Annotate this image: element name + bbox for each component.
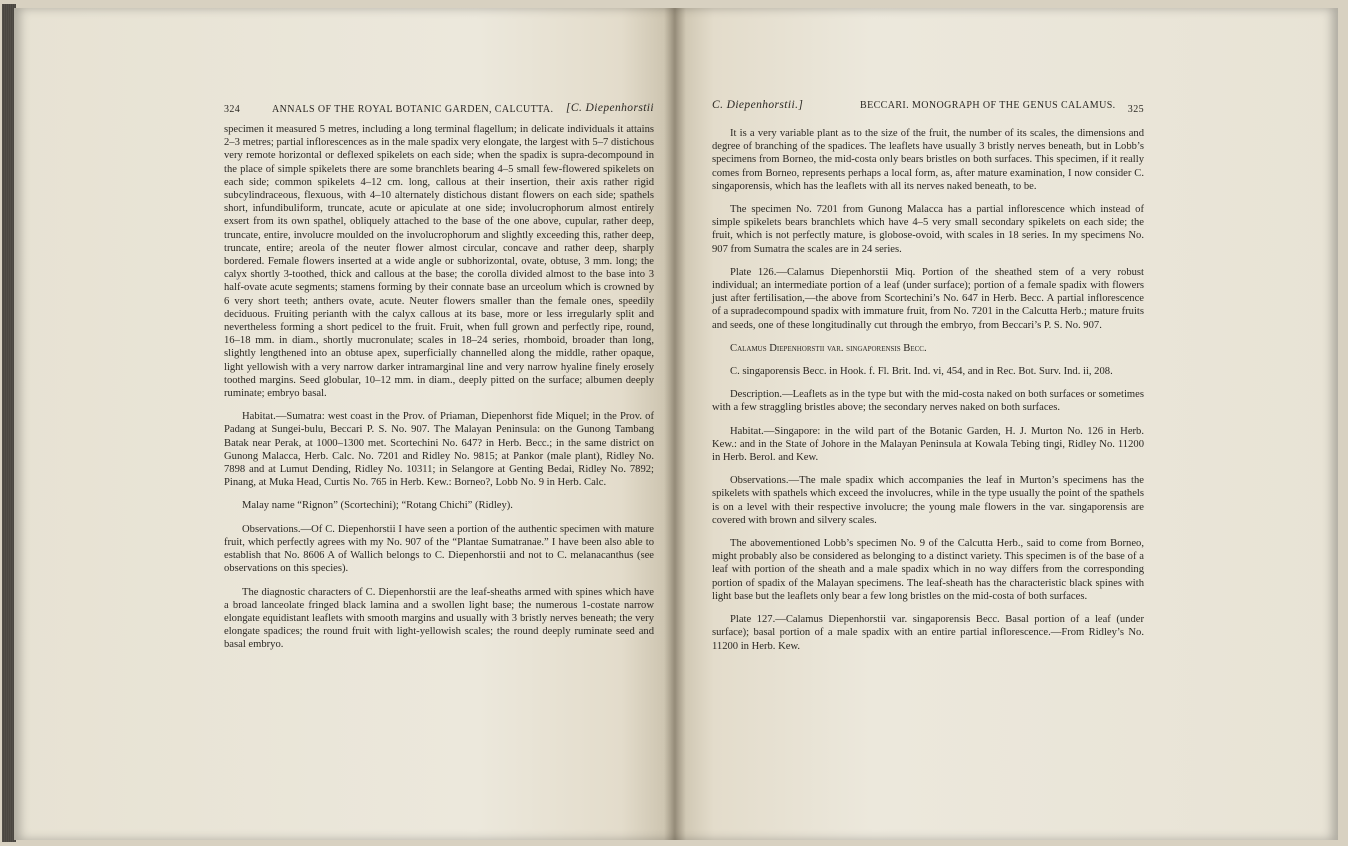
right-paragraph-1: It is a very variable plant as to the size of the fruit, the number of its scales, the dimensions and degree of branching of the spadices. The leaflets have usually 3 bristly nerves beneath, but in Lobb’s specimens from Borneo, the mid-costa only bears bristles on both surfaces. This specimen, if it really comes from Borneo, represents perhaps a local form, as, after mature examination, I now consider C. singaporensis, which has the leaflets with all its nerves naked beneath, to be.: [712, 128, 1144, 192]
left-running-title: ANNALS OF THE ROYAL BOTANIC GARDEN, CALCUTTA.: [272, 104, 554, 115]
right-text-column: [712, 127, 1144, 653]
left-paragraph-4: Observations.—Of C. Diepenhorstii I have seen a portion of the authentic specimen with mature fruit, which perfectly agrees with my No. 907 of the “Plantae Sumatranae.” I have been also able to establish that No. 8606 A of Wallich belongs to C. Diepenhorstii and not to C. melanacanthus (see observations on this species).: [224, 523, 654, 575]
right-running-species: C. Diepenhorstii.]: [712, 99, 804, 111]
left-paragraph-3: Malay name “Rignon” (Scortechini); “Rotang Chichi” (Ridley).: [242, 500, 513, 512]
right-paragraph-2: The specimen No. 7201 from Gunong Malacca has a partial inflorescence which instead of simple spikelets bears branchlets which have 4–5 very small secondary spikelets on each side; the fruit, which is not perfectly mature, is globose-ovoid, with scales in 18 series. In my specimens No. 907 from Sumatra the scales are in 24 series.: [712, 204, 1144, 255]
right-section-heading: Calamus Diepenhorstii var. singaporensis Becc.: [730, 342, 927, 354]
left-running-species: [C. Diepenhorstii: [566, 102, 654, 114]
left-paragraph-2: Habitat.—Sumatra: west coast in the Prov. of Priaman, Diepenhorst fide Miquel; in the Prov. of Padang at Sungei-bulu, Beccari P. S. No. 907. The Malayan Peninsula: on the Gunong Tambang Batak near Perak, at 1000–1300 met. Scortechini No. 647? in Herb. Becc.; in the same district on Gunong Malacca, Herb. Calc. No. 7201 and Ridley No. 9815; at Pankor (male plant), Ridley No. 7898 and at Lumut Dending, Ridley No. 10311; in Selangore at Genting Bedai, Ridley No. 7892; Pinang, at Muka Head, Curtis No. 765 in Herb. Kew.: Borneo?, Lobb No. 9 in Herb. Calc.: [224, 411, 654, 489]
right-running-title: BECCARI. MONOGRAPH OF THE GENUS CALAMUS.: [860, 100, 1116, 111]
right-paragraph-9: The abovementioned Lobb’s specimen No. 9 of the Calcutta Herb., said to come from Borneo, might probably also be considered as belonging to a distinct variety. This specimen is of the base of a leaf with portion of the sheath and a male spadix which in no way differs from the corresponding portion of spadix of the Malayan specimens. The leaf-sheath has the characteristic black spines with light base but the leaflets only bear a few long bristles on the mid-costa of both surfaces.: [712, 538, 1144, 602]
right-paragraph-7: Habitat.—Singapore: in the wild part of the Botanic Garden, H. J. Murton No. 126 in Herb. Kew.: and in the State of Johore in the Malayan Peninsula at Kowala Tebing tingi, Ridley No. 11200 in Herb. Berol. and Kew.: [712, 425, 1144, 464]
right-paragraph-8: Observations.—The male spadix which accompanies the leaf in Murton’s specimens has the spikelets with spathels which exceed the involucres, while in the type usually the point of the spathels is on a level with their respective involucre; the young male flowers in the var. singaporensis are covered with brown and silvery scales.: [712, 475, 1144, 526]
left-page-number: 324: [224, 104, 241, 115]
right-paragraph-6: Description.—Leaflets as in the type but with the mid-costa naked on both surfaces or sometimes with a few straggling bristles above; the secondary nerves naked on both surfaces.: [712, 389, 1144, 414]
right-paragraph-10: Plate 127.—Calamus Diepenhorstii var. singaporensis Becc. Basal portion of a leaf (under surface); basal portion of a male spadix with an entire partial inflorescence.—From Ridley’s No. 11200 in Herb. Kew.: [712, 614, 1144, 652]
left-paragraph-1: specimen it measured 5 metres, including a long terminal flagellum; in delicate individuals it attains 2–3 metres; partial inflorescences as in the male spadix very elongate, the largest with 5–7 distichous very remote horizontal or deflexed spikelets on each side; when the spadix is supra-decompound in the place of simple spikelets there are some branchlets bearing 4–5 small few-flowered spikelets on each side; common spikelets 4–12 cm. long, callous at their insertion, their axis rather rigid subcylindraceous, flexuous, with 4–10 alternately distichous distant flowers on each side; spathels short, infundibuliform, truncate, acute or apiculate at one side; involucrophorum almost entirely exsert from its own spathel, obliquely attached to the base of the one above, cupular, rather deep, truncate, entire, involucre moulded on the involucrophorum and slightly exceeding this, rather deep, truncate, entire; areola of the neuter flower almost circular, concave and rather deep, sharply bordered. Female flowers inserted at a wide angle or subhorizontal, ovate, obtuse, 3 mm. long; the calyx shortly 3-toothed, thick and callous at the base; the corolla divided almost to the base into 3 half-ovate acute segments; stamens forming by their connate base an urceolum which is crowned by 6 very short teeth; anthers ovate, acute. Neuter flowers smaller than the female ones, speedily deciduous. Fruiting perianth with the calyx callous at its base, more or less irregularly split and nevertheless forming a short pedicel to the fruit. Fruit, when full grown and perfectly ripe, round, 16–18 mm. in diam., shortly mucronulate; scales in 18–24 series, rhomboid, broader than long, slightly lengthened into an obtuse apex, superficially channelled along the middle, rather opaque, light yellowish with a very narrow darker intramarginal line and very narrow hyaline finely erosely toothed margins. Seed globular, 10–12 mm. in diam., deeply pitted on the surface; albumen deeply ruminate; embryo basal.: [224, 124, 654, 400]
book-gutter: [664, 8, 686, 840]
right-page-number: 325: [1127, 104, 1144, 115]
right-paragraph-3: Plate 126.—Calamus Diepenhorstii Miq. Portion of the sheathed stem of a very robust individual; an intermediate portion of a leaf (under surface); portion of a female spadix with flowers just after fertilisation,—the above from Scortechini’s No. 647 in Herb. Becc. A partial inflorescence of a supradecompound spadix with immature fruit, from No. 7201 in the Calcutta Herb.; mature fruits and seeds, one of these longitudinally cut through the embryo, from Beccari’s P. S. No. 907.: [712, 266, 1144, 331]
right-paragraph-5: C. singaporensis Becc. in Hook. f. Fl. Brit. Ind. vi, 454, and in Rec. Bot. Surv. Ind. ii, 208.: [730, 366, 1113, 378]
left-text-column: [224, 123, 654, 652]
left-paragraph-5: The diagnostic characters of C. Diepenhorstii are the leaf-sheaths armed with spines which have a broad lanceolate fringed black lamina and a swollen light base; the numerous 1-costate narrow elongate equidistant leaflets with smooth margins and usually with 3 bristly nerves beneath; the very elongate spadices; the round fruit with light-yellowish scales; the round deeply ruminate seed and basal embryo.: [224, 586, 654, 651]
